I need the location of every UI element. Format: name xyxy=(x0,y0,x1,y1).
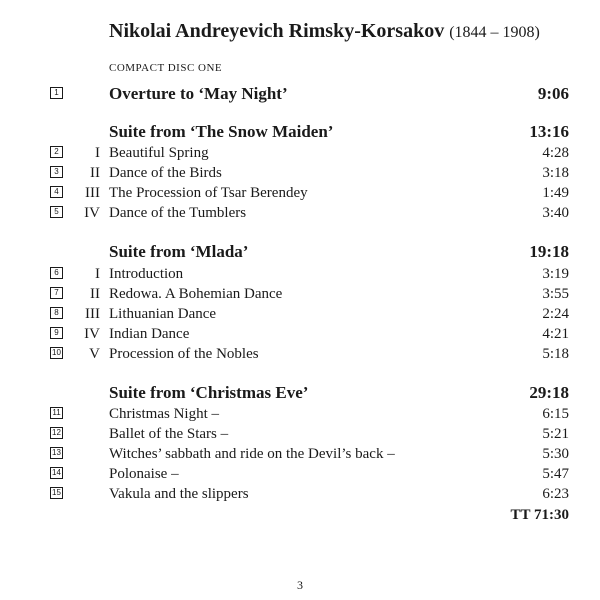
track-number-box: 6 xyxy=(50,267,63,279)
track-duration: 6:23 xyxy=(542,486,569,502)
track-duration: 5:18 xyxy=(542,346,569,362)
work-duration: 19:18 xyxy=(529,242,569,261)
track-row xyxy=(0,424,600,444)
track-duration: 4:21 xyxy=(542,326,569,342)
movement-number: II xyxy=(90,165,100,181)
movement-number: III xyxy=(85,185,100,201)
track-title: Dance of the Birds xyxy=(109,165,222,181)
work-title: Suite from ‘The Snow Maiden’ xyxy=(109,122,334,141)
track-duration: 6:15 xyxy=(542,406,569,422)
composer-dates: (1844 – 1908) xyxy=(449,24,540,41)
track-row xyxy=(0,203,600,223)
track-row xyxy=(0,284,600,304)
track-number-box: 8 xyxy=(50,307,63,319)
track-number-box: 3 xyxy=(50,166,63,178)
track-number-box: 9 xyxy=(50,327,63,339)
movement-number: IV xyxy=(84,326,100,342)
track-duration: 3:55 xyxy=(542,286,569,302)
track-number-box: 14 xyxy=(50,467,63,479)
track-row xyxy=(0,143,600,163)
track-number-box: 10 xyxy=(50,347,63,359)
work-title: Suite from ‘Christmas Eve’ xyxy=(109,383,309,402)
track-title: Indian Dance xyxy=(109,326,190,342)
track-duration: 4:28 xyxy=(542,145,569,161)
track-title: The Procession of Tsar Berendey xyxy=(109,185,308,201)
track-row xyxy=(0,163,600,183)
track-row xyxy=(0,444,600,464)
track-number-box: 7 xyxy=(50,287,63,299)
track-number-box: 12 xyxy=(50,427,63,439)
track-duration: 3:19 xyxy=(542,266,569,282)
movement-number: I xyxy=(95,266,100,282)
work-duration: 13:16 xyxy=(529,122,569,141)
movement-number: III xyxy=(85,306,100,322)
track-number-box: 11 xyxy=(50,407,63,419)
track-number-box: 4 xyxy=(50,186,63,198)
movement-number: II xyxy=(90,286,100,302)
track-row xyxy=(0,264,600,284)
composer-heading xyxy=(109,20,540,43)
composer-name: Nikolai Andreyevich Rimsky-Korsakov xyxy=(109,20,445,42)
track-number-box: 15 xyxy=(50,487,63,499)
track-row xyxy=(0,484,600,504)
track-row xyxy=(0,304,600,324)
track-title: Introduction xyxy=(109,266,184,282)
track-number-box: 1 xyxy=(50,87,63,99)
track-duration: 3:18 xyxy=(542,165,569,181)
track-duration: 5:30 xyxy=(542,446,569,462)
track-title: Beautiful Spring xyxy=(109,145,209,161)
work-snow-maiden xyxy=(0,122,600,142)
track-duration: 2:24 xyxy=(542,306,569,322)
track-number-box: 2 xyxy=(50,146,63,158)
track-title: Christmas Night – xyxy=(109,406,220,422)
track-title: Witches’ sabbath and ride on the Devil’s back – xyxy=(109,446,395,462)
total-time: TT 71:30 xyxy=(510,507,569,523)
movement-number: IV xyxy=(84,205,100,221)
track-title: Vakula and the slippers xyxy=(109,486,249,502)
track-title: Dance of the Tumblers xyxy=(109,205,247,221)
movement-number: V xyxy=(89,346,100,362)
track-title: Lithuanian Dance xyxy=(109,306,217,322)
page-number: 3 xyxy=(297,578,303,592)
movement-number: I xyxy=(95,145,100,161)
track-row xyxy=(0,183,600,203)
track-title: Ballet of the Stars – xyxy=(109,426,229,442)
track-number-box: 13 xyxy=(50,447,63,459)
work-overture-may-night xyxy=(0,84,600,104)
track-row xyxy=(0,404,600,424)
work-christmas-eve xyxy=(0,383,600,403)
track-title: Polonaise – xyxy=(109,466,179,482)
track-duration: 3:40 xyxy=(542,205,569,221)
work-duration: 9:06 xyxy=(537,84,569,103)
track-row xyxy=(0,344,600,364)
work-mlada xyxy=(0,242,600,262)
track-duration: 5:21 xyxy=(542,426,569,442)
work-title: Overture to ‘May Night’ xyxy=(109,84,288,103)
track-title: Procession of the Nobles xyxy=(109,346,259,362)
track-number-box: 5 xyxy=(50,206,63,218)
track-title: Redowa. A Bohemian Dance xyxy=(109,286,283,302)
work-title: Suite from ‘Mlada’ xyxy=(109,242,249,261)
work-duration: 29:18 xyxy=(529,383,569,402)
track-duration: 1:49 xyxy=(542,185,569,201)
disc-label: COMPACT DISC ONE xyxy=(109,62,223,74)
track-duration: 5:47 xyxy=(542,466,569,482)
track-row xyxy=(0,464,600,484)
track-row xyxy=(0,324,600,344)
